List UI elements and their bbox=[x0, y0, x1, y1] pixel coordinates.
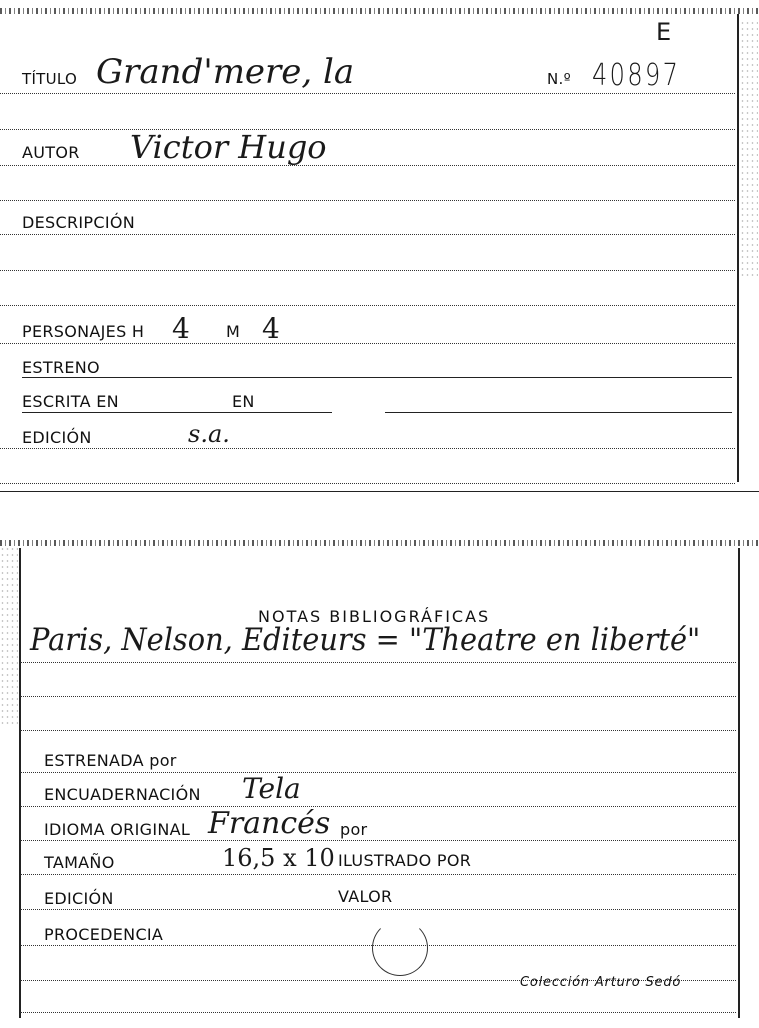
card-top-edge bbox=[0, 8, 759, 14]
procedencia-line bbox=[20, 945, 736, 946]
card-right-border bbox=[738, 548, 740, 1018]
ruled-line bbox=[0, 483, 735, 484]
card-bottom-edge bbox=[0, 491, 759, 492]
card-left-border bbox=[19, 548, 21, 1018]
edicion-line bbox=[0, 448, 735, 449]
titulo-value: Grand'mere, la bbox=[96, 52, 355, 92]
encuadernacion-value: Tela bbox=[242, 772, 301, 805]
personajes-label: PERSONAJES H bbox=[22, 322, 145, 341]
tamano-value: 16,5 x 10 bbox=[222, 844, 335, 872]
paper-speckle bbox=[0, 546, 18, 726]
ruled-line bbox=[0, 270, 735, 271]
catalog-card-bottom bbox=[0, 540, 759, 1028]
autor-label: AUTOR bbox=[22, 143, 80, 162]
por-label: por bbox=[340, 820, 368, 839]
ilustrado-label: ILUSTRADO POR bbox=[338, 851, 472, 870]
personajes-h-value: 4 bbox=[172, 312, 190, 345]
idioma-value: Francés bbox=[208, 806, 331, 841]
idioma-label: IDIOMA ORIGINAL bbox=[44, 820, 191, 839]
en-label: EN bbox=[232, 392, 255, 411]
estreno-line bbox=[22, 377, 732, 378]
procedencia-label: PROCEDENCIA bbox=[44, 925, 164, 944]
corner-mark: E bbox=[656, 18, 672, 46]
estrenada-label: ESTRENADA por bbox=[44, 751, 177, 770]
ruled-line bbox=[20, 730, 736, 731]
titulo-line bbox=[0, 93, 735, 94]
numero-value: 40897 bbox=[592, 58, 681, 93]
catalog-card-top bbox=[0, 0, 759, 493]
ruled-line bbox=[0, 129, 735, 130]
coleccion-label: Colección Arturo Sedó bbox=[520, 975, 682, 990]
numero-label: N.º bbox=[547, 70, 571, 88]
paper-speckle bbox=[740, 20, 758, 280]
estrenada-line bbox=[20, 772, 736, 773]
estreno-label: ESTRENO bbox=[22, 358, 100, 377]
encuadernacion-label: ENCUADERNACIÓN bbox=[44, 785, 201, 804]
notas-label: NOTAS BIBLIOGRÁFICAS bbox=[258, 607, 491, 626]
autor-line bbox=[0, 165, 735, 166]
tamano-label: TAMAÑO bbox=[44, 853, 115, 872]
edicion-label: EDICIÓN bbox=[22, 428, 92, 447]
descripcion-line bbox=[0, 234, 735, 235]
ruled-line bbox=[0, 305, 735, 306]
ruled-line bbox=[20, 696, 736, 697]
valor-label: VALOR bbox=[338, 887, 393, 906]
idioma-line bbox=[20, 840, 736, 841]
edicion2-line bbox=[20, 909, 736, 910]
edicion-value: s.a. bbox=[188, 420, 230, 448]
personajes-m-label: M bbox=[226, 322, 241, 341]
autor-value: Victor Hugo bbox=[130, 128, 327, 166]
notas-line bbox=[20, 662, 736, 663]
tamano-line bbox=[20, 874, 736, 875]
descripcion-label: DESCRIPCIÓN bbox=[22, 213, 135, 232]
edicion2-label: EDICIÓN bbox=[44, 889, 114, 908]
notas-value: Paris, Nelson, Editeurs = "Theatre en liberté" bbox=[30, 622, 701, 658]
stamp-circle bbox=[372, 920, 428, 976]
personajes-line bbox=[0, 343, 735, 344]
titulo-label: TÍTULO bbox=[22, 70, 78, 88]
encuadernacion-line bbox=[20, 806, 736, 807]
ruled-line bbox=[20, 1012, 736, 1013]
escrita-label: ESCRITA EN bbox=[22, 392, 119, 411]
escrita-line-right bbox=[385, 412, 732, 413]
card-top-edge bbox=[0, 540, 759, 546]
card-right-border bbox=[737, 14, 739, 482]
personajes-m-value: 4 bbox=[262, 312, 280, 345]
ruled-line bbox=[0, 200, 735, 201]
escrita-line bbox=[22, 412, 332, 413]
